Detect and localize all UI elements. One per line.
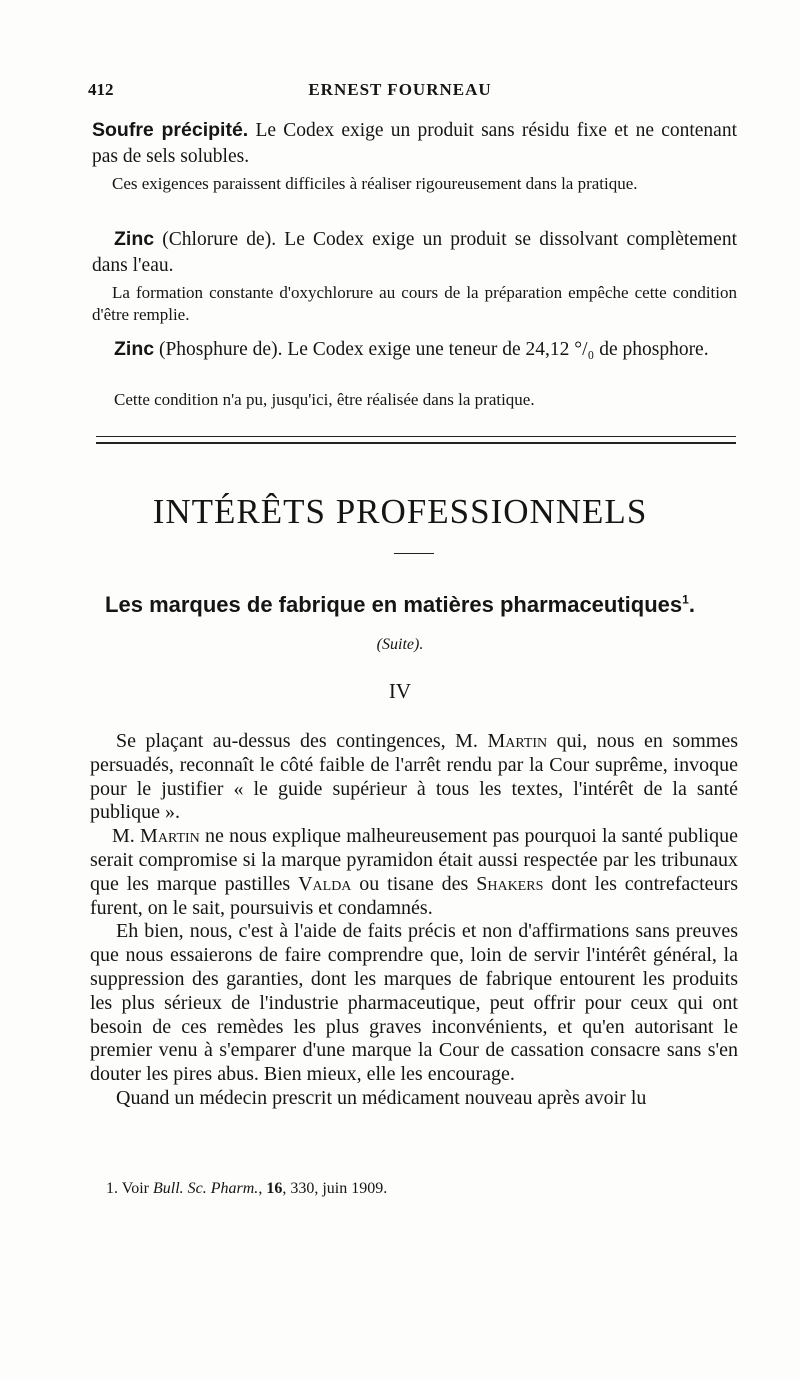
article-title-text: Les marques de fabrique en matières pharmaceutiques [105, 592, 683, 617]
entry-text: Le Codex exige un produit sans résidu fixe et ne contenant pas de sels solubles. [92, 120, 737, 167]
entry-lead: Soufre précipité. [92, 119, 249, 141]
entry-soufre [92, 117, 737, 170]
entry-text: (Chlorure de). Le Codex exige un produit se dissolvant complètement dans l'eau. [92, 229, 737, 276]
article-body [90, 730, 738, 1111]
brand-name: Valda [298, 872, 352, 895]
entry-comment: La formation constante d'oxychlorure au cours de la préparation empêche cette condition d'être remplie. [92, 283, 737, 324]
brand-name: Shakers [476, 872, 544, 895]
footnote-number: 1. [106, 1180, 118, 1197]
paragraph: M. Martin ne nous explique malheureusement pas pourquoi la santé publique serait compromise si la marque pyramidon était aussi respectée par les tribunaux que les marque pastilles Valda ou tisane des Shakers dont les contrefacteurs furent, on le sait, poursuivis et condamnés. [90, 825, 738, 919]
separator-rule-top [96, 436, 736, 437]
paragraph: Eh bien, nous, c'est à l'aide de faits précis et non d'affirmations sans preuves que nous essaierons de faire comprendre que, loin de servir l'intérêt général, la suppression des garanties, dont les marques de fabrique entourent les produits les plus sérieux de l'industrie pharmaceutique, peut offrir pour ceux qui ont besoin de ces remèdes les plus graves inconvénients, et qu'en autorisant le premier venu à s'emparer d'une marque la Cour de cassation consacre sans s'en douter les pires abus. Bien mieux, elle les encourage. [90, 920, 738, 1086]
entry-text: (Phosphure de). Le Codex exige une teneur de 24,12 °/₀ de phosphore. [154, 339, 709, 360]
author-name: Martin [487, 730, 548, 752]
entry-lead: Zinc [114, 228, 155, 250]
paragraph: Quand un médecin prescrit un médicament nouveau après avoir lu [116, 1086, 647, 1109]
page-number: 412 [88, 80, 114, 99]
section-title: INTÉRÊTS PROFESSIONNELS [152, 492, 648, 531]
separator-rule-bottom [96, 442, 736, 444]
entry-zinc-phosphure [92, 336, 737, 363]
volume-number: 16 [266, 1180, 283, 1197]
entry-lead: Zinc [114, 338, 155, 360]
entry-zinc-chlorure [92, 226, 737, 279]
paragraph: Se plaçant au-dessus des contingences, M. Martin qui, nous en sommes persuadés, reconnaît le côté faible de l'arrêt rendu par la Cour suprême, invoque pour le justifier « le guide supérieur à tous les textes, l'intérêt de la santé publique ». [90, 730, 739, 824]
entry-comment: Cette condition n'a pu, jusqu'ici, être réalisée dans la pratique. [114, 390, 535, 409]
journal-name: Bull. Sc. Pharm. [152, 1180, 259, 1197]
footnote-marker: 1 [682, 592, 689, 607]
entry-comment: Ces exigences paraissent difficiles à réaliser rigoureusement dans la pratique. [112, 174, 638, 193]
author-name: Martin [140, 825, 200, 848]
article-title: Les marques de fabrique en matières pharmaceutiques$^1$. [105, 592, 695, 617]
title-divider [394, 553, 434, 554]
footnote: 1. Voir Bull. Sc. Pharm., 16, 330, juin 1909. [106, 1180, 388, 1197]
part-number: IV [388, 679, 412, 703]
running-header-author: ERNEST FOURNEAU [308, 80, 492, 99]
continuation-label: (Suite). [376, 636, 424, 653]
